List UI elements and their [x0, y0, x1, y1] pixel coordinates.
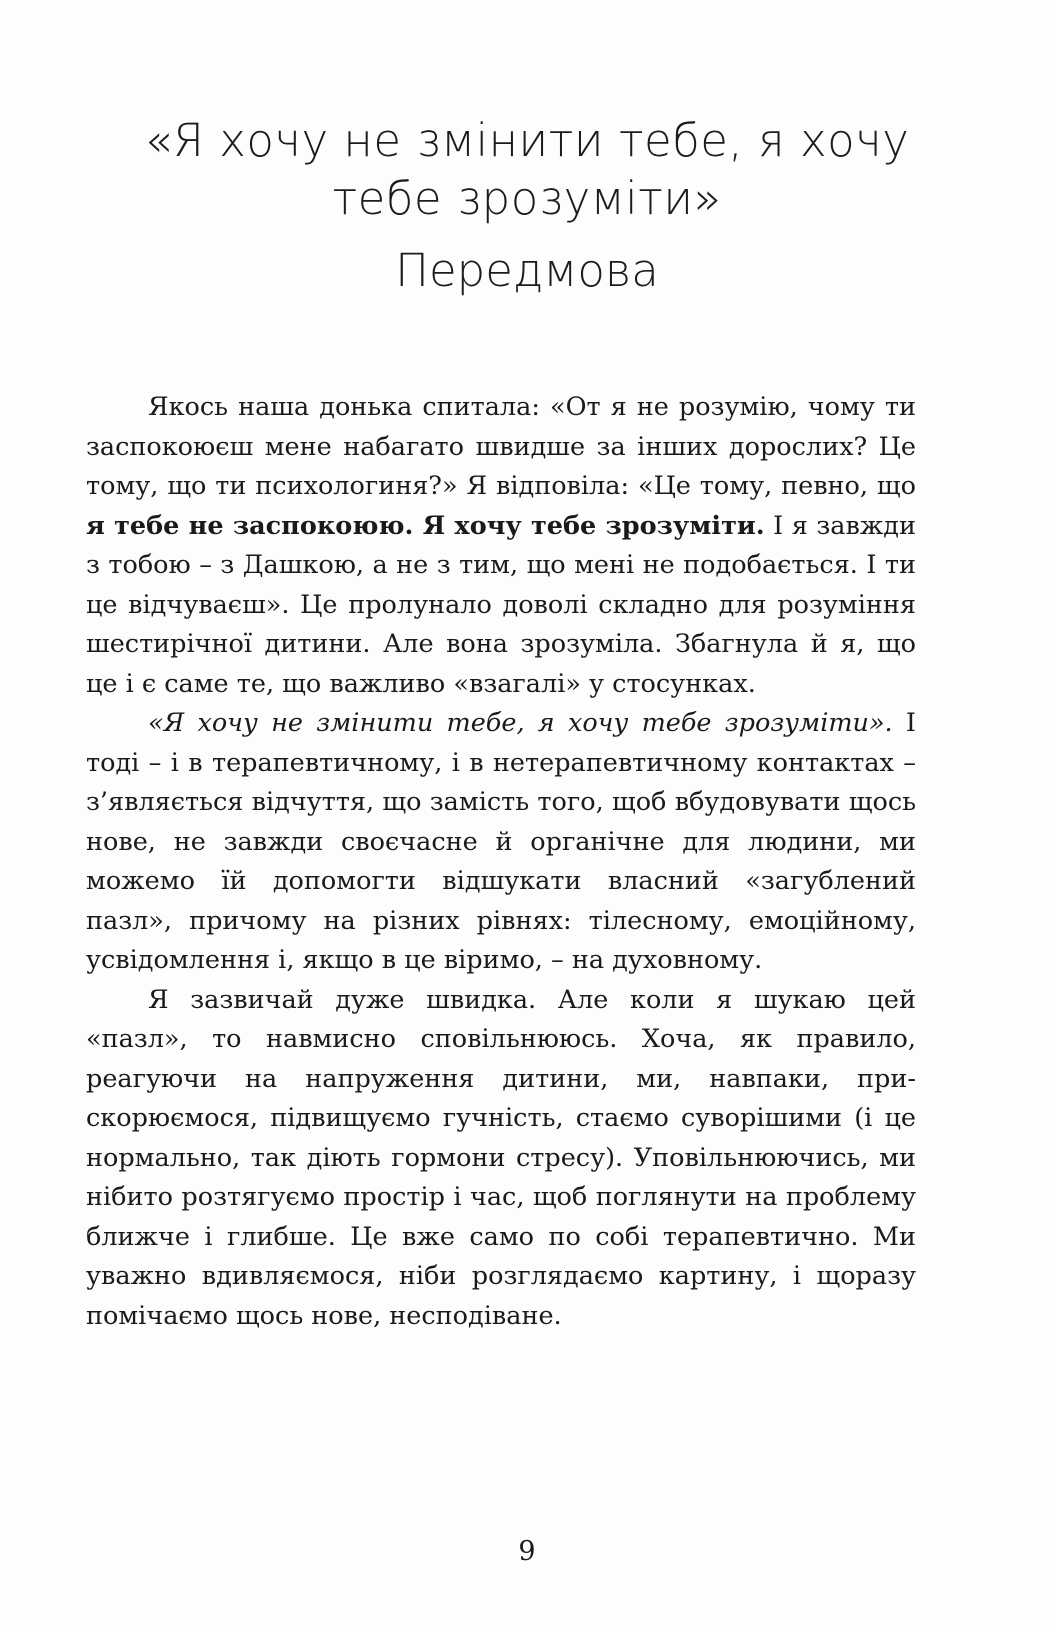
page-number: 9: [518, 1536, 536, 1567]
chapter-title-line-2: тебе зрозуміти»: [332, 172, 722, 225]
chapter-heading: [80, 112, 974, 300]
paragraph-1-bold: я тебе не заспокоюю. Я хочу тебе зрозуміти.: [86, 510, 765, 541]
chapter-subtitle: Передмова: [395, 244, 659, 297]
paragraph-1-text-a: Якось наша донька спитала: «От я не розумію, чому ти заспокоюєш мене набагато швидше за інших дорослих? Це тому, що ти психологиня?» Я відповіла: «Це тому, певно, що: [86, 392, 916, 501]
body-text: [86, 388, 916, 1336]
paragraph-2-italic-quote: «Я хочу не змінити тебе, я хочу тебе зрозуміти».: [148, 708, 893, 738]
paragraph-2-text: І тоді – і в терапевтичному, і в нетерапевтичному контактах – з’являється відчуття, що замість того, щоб вбудовувати щось нове, не завжди своєчасне й органічне для людини, ми можемо їй допомогти відшукати власний «загублений пазл», причому на різних рівнях: тілесному, емоційному, усвідомлення і, якщо в це віримо, – на духовному.: [86, 708, 916, 975]
paragraph-3: Я зазвичай дуже швидка. Але коли я шукаю цей «пазл», то навмисно сповільнююсь. Хоча, як правило, реагуючи на напруження дитини, ми, навпаки, прискорюємося, підвищуємо гучність, стаємо суворішими (і це нормально, так діють гормони стресу). Уповільнюючись, ми нібито розтягуємо простір і час, щоб поглянути на проблему ближче і глибше. Це вже само по собі терапевтично. Ми уважно вдивляємося, ніби розглядаємо картину, і щоразу помічаємо щось нове, несподіване.: [86, 984, 916, 1331]
chapter-title-line-1: «Я хочу не змінити тебе, я хочу: [144, 114, 910, 167]
paragraph-1: [86, 388, 916, 704]
paragraph-1-text-b: І я завжди з тобою – з Дашкою, а не з тим, що мені не подобається. І ти це відчуваєш». Це пролунало доволі складно для розуміння шестирічної дитини. Але вона зрозуміла. Збагнула й я, що це і є саме те, що важливо «взагалі» у стосунках.: [86, 510, 916, 699]
paragraph-2: [86, 704, 916, 981]
